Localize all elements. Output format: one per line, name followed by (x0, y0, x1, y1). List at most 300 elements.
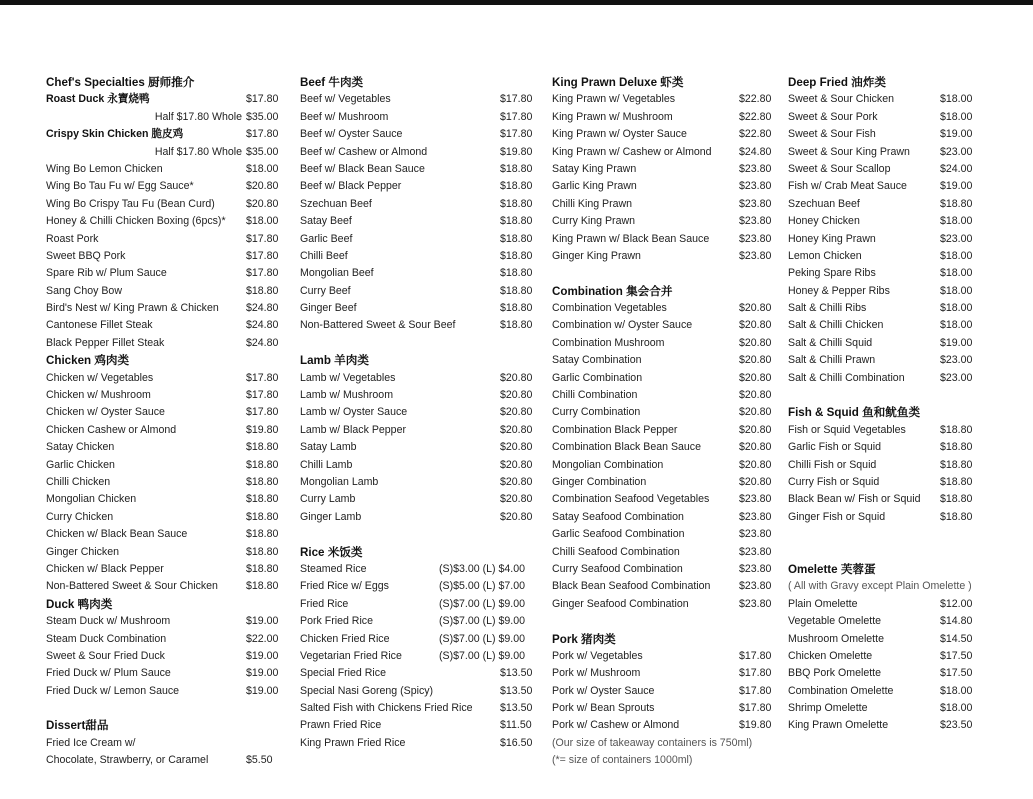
menu-item (552, 109, 782, 126)
menu-item (300, 404, 540, 421)
item-price: $18.80 (940, 197, 973, 210)
item-name: Ginger Combination (552, 475, 647, 488)
menu-item (552, 457, 782, 474)
menu-column-1 (46, 74, 286, 770)
item-name: Crispy Skin Chicken 脆皮鸡 (46, 128, 184, 141)
item-name: Combination w/ Oyster Sauce (552, 319, 693, 332)
menu-item (552, 404, 782, 421)
item-name: King Prawn Fried Rice (300, 736, 406, 749)
item-name: Salted Fish with Chickens Fried Rice (300, 702, 473, 715)
item-name: Salt & Chilli Ribs (788, 302, 867, 315)
item-name: Chilli Fish or Squid (788, 458, 877, 471)
item-name: Satay Lamb (300, 441, 357, 454)
menu-item (788, 196, 988, 213)
section-heading (46, 352, 286, 369)
item-price: $20.80 (500, 510, 533, 523)
item-price: $18.00 (940, 684, 973, 697)
item-name: Sweet BBQ Pork (46, 249, 126, 262)
item-name: Szechuan Beef (300, 197, 372, 210)
item-price: $19.00 (940, 336, 973, 349)
item-name: Sweet & Sour Scallop (788, 162, 891, 175)
item-name: Chicken Cashew or Almond (46, 423, 177, 436)
item-name: Chilli Lamb (300, 458, 353, 471)
item-price: $17.80 (739, 702, 772, 715)
item-name: Fish or Squid Vegetables (788, 423, 906, 436)
menu-item (46, 161, 286, 178)
item-name: King Prawn w/ Vegetables (552, 93, 676, 106)
item-name: Satay King Prawn (552, 162, 637, 175)
menu-item (552, 231, 782, 248)
section-title: King Prawn Deluxe 虾类 (552, 76, 684, 89)
item-name: Plain Omelette (788, 597, 858, 610)
spacer (300, 526, 540, 543)
item-name: Roast Duck 永寶烧鸭 (46, 93, 150, 106)
item-price: $23.00 (940, 232, 973, 245)
item-size-price: (S)$7.00 (L) $9.00 (439, 597, 525, 610)
item-name: Beef w/ Black Pepper (300, 180, 402, 193)
item-size-price: (S)$5.00 (L) $7.00 (439, 580, 525, 593)
menu-item (552, 596, 782, 613)
item-name: Roast Pork (46, 232, 99, 245)
menu-item (46, 196, 286, 213)
item-name: Vegetable Omelette (788, 615, 882, 628)
item-price: $20.80 (739, 423, 772, 436)
spacer (788, 526, 988, 543)
menu-item (788, 352, 988, 369)
item-name: Garlic Fish or Squid (788, 441, 882, 454)
menu-item (552, 161, 782, 178)
item-name: Curry Chicken (46, 510, 114, 523)
menu-item (300, 178, 540, 195)
section-title: Combination 集会合并 (552, 284, 673, 298)
menu-item (788, 457, 988, 474)
item-name: King Prawn Omelette (788, 719, 889, 732)
item-price: $20.80 (500, 441, 533, 454)
item-price: $19.00 (246, 615, 279, 628)
item-price: $18.80 (246, 528, 279, 541)
item-name: Garlic Combination (552, 371, 643, 384)
menu-item (552, 213, 782, 230)
item-name: Szechuan Beef (788, 197, 860, 210)
item-name: Beef w/ Cashew or Almond (300, 145, 428, 158)
item-price: $20.80 (246, 197, 279, 210)
menu-item (46, 317, 286, 334)
item-price: $20.80 (739, 441, 772, 454)
item-price: $24.80 (739, 145, 772, 158)
item-name: Chilli Combination (552, 389, 638, 402)
item-price: $18.00 (940, 93, 973, 106)
spacer (788, 544, 988, 561)
item-price: $18.80 (500, 267, 533, 280)
item-name: Steam Duck w/ Mushroom (46, 615, 171, 628)
item-price: $18.80 (500, 232, 533, 245)
item-name: Beef w/ Black Bean Sauce (300, 162, 425, 175)
item-name: Pork w/ Mushroom (552, 667, 641, 680)
item-name: Half $17.80 Whole (154, 145, 242, 158)
menu-item (552, 196, 782, 213)
menu-item (552, 561, 782, 578)
item-name: Combination Seafood Vegetables (552, 493, 710, 506)
menu-item (300, 248, 540, 265)
menu-item (552, 683, 782, 700)
menu-column-4 (788, 74, 988, 735)
menu-item (300, 717, 540, 734)
item-price: $19.00 (940, 180, 973, 193)
item-name: Sang Choy Bow (46, 284, 122, 297)
item-name: Mongolian Combination (552, 458, 664, 471)
item-price: $17.80 (739, 649, 772, 662)
menu-item (46, 631, 286, 648)
item-price: $18.00 (246, 215, 279, 228)
menu-item (788, 491, 988, 508)
menu-item (300, 596, 540, 613)
item-price: $13.50 (500, 684, 533, 697)
item-price: $23.80 (739, 249, 772, 262)
item-price: $19.00 (246, 684, 279, 697)
item-name: Salt & Chilli Prawn (788, 354, 876, 367)
item-name: Chocolate, Strawberry, or Caramel (46, 754, 209, 767)
item-name: Honey Chicken (788, 215, 860, 228)
item-price: $20.80 (500, 371, 533, 384)
item-price: $20.80 (739, 302, 772, 315)
item-name: King Prawn w/ Mushroom (552, 110, 673, 123)
section-title: Lamb 羊肉类 (300, 354, 369, 368)
item-price: $19.00 (246, 649, 279, 662)
item-name: King Prawn w/ Cashew or Almond (552, 145, 712, 158)
menu-item (552, 439, 782, 456)
item-name: Chilli Chicken (46, 475, 111, 488)
menu-item (552, 665, 782, 682)
spacer (788, 387, 988, 404)
item-name: Peking Spare Ribs (788, 267, 876, 280)
section-title: Dissert甜品 (46, 719, 109, 733)
section-title: Deep Fried 油炸类 (788, 76, 886, 89)
item-name: Chilli Seafood Combination (552, 545, 680, 558)
item-price: $14.50 (940, 632, 973, 645)
item-price: $18.00 (940, 249, 973, 262)
item-price: $22.80 (739, 110, 772, 123)
menu-item (300, 613, 540, 630)
item-name: Satay Seafood Combination (552, 510, 684, 523)
item-price: $23.00 (940, 371, 973, 384)
menu-item (552, 422, 782, 439)
menu-item (552, 126, 782, 143)
item-price: $17.80 (739, 684, 772, 697)
item-name: Lamb w/ Black Pepper (300, 423, 406, 436)
menu-item (300, 700, 540, 717)
menu-item (300, 126, 540, 143)
item-name: Fried Ice Cream w/ (46, 736, 136, 749)
menu-item (46, 509, 286, 526)
item-price: $18.80 (246, 441, 279, 454)
item-name: Combination Omelette (788, 684, 894, 697)
menu-item (788, 474, 988, 491)
item-name: Mongolian Chicken (46, 493, 137, 506)
item-price: $18.80 (940, 510, 973, 523)
menu-item (788, 109, 988, 126)
menu-item (46, 578, 286, 595)
section-title: Rice 米饭类 (300, 545, 363, 559)
spacer (552, 613, 782, 630)
menu-item (300, 265, 540, 282)
item-price: $18.80 (500, 319, 533, 332)
item-price: $18.80 (500, 249, 533, 262)
menu-item (788, 91, 988, 108)
menu-item (788, 648, 988, 665)
section-title: Omelette 芙蓉蛋 (788, 562, 876, 576)
item-price: $17.80 (246, 267, 279, 280)
menu-item (788, 300, 988, 317)
item-name: Chicken w/ Black Pepper (46, 562, 164, 575)
item-name: Beef w/ Vegetables (300, 93, 391, 106)
menu-item (46, 457, 286, 474)
item-price: $13.50 (500, 667, 533, 680)
menu-item (552, 335, 782, 352)
item-price: $23.80 (739, 510, 772, 523)
item-name: Half $17.80 Whole (154, 110, 242, 123)
menu-item (788, 665, 988, 682)
item-name: Ginger Beef (300, 302, 357, 315)
item-price: $35.00 (246, 110, 279, 123)
item-name: Beef w/ Mushroom (300, 110, 389, 123)
item-name: Mushroom Omelette (788, 632, 884, 645)
item-price: $20.80 (739, 475, 772, 488)
item-price: $23.80 (739, 528, 772, 541)
menu-item (46, 544, 286, 561)
menu-item (788, 178, 988, 195)
menu-item (46, 526, 286, 543)
menu-item (788, 161, 988, 178)
section-title: Chef's Specialties 厨师推介 (46, 76, 195, 89)
menu-item (46, 752, 286, 769)
item-name: BBQ Pork Omelette (788, 667, 882, 680)
item-name: Curry Lamb (300, 493, 356, 506)
menu-item (300, 370, 540, 387)
menu-item (46, 144, 286, 161)
menu-item (552, 91, 782, 108)
item-price: $18.80 (246, 510, 279, 523)
menu-item (300, 144, 540, 161)
item-price: $17.80 (246, 389, 279, 402)
item-name: Pork w/ Bean Sprouts (552, 702, 655, 715)
item-name: Prawn Fried Rice (300, 719, 382, 732)
menu-item (552, 509, 782, 526)
item-name: Fish w/ Crab Meat Sauce (788, 180, 907, 193)
item-price: $17.80 (500, 93, 533, 106)
item-size-price: (S)$3.00 (L) $4.00 (439, 562, 525, 575)
menu-item (788, 509, 988, 526)
item-name: Black Bean w/ Fish or Squid (788, 493, 921, 506)
item-price: $17.80 (246, 406, 279, 419)
menu-item (552, 352, 782, 369)
item-name: Chicken Omelette (788, 649, 873, 662)
menu-item (46, 387, 286, 404)
item-price: $18.80 (940, 475, 973, 488)
item-price: $20.80 (500, 493, 533, 506)
item-name: Wing Bo Crispy Tau Fu (Bean Curd) (46, 197, 215, 210)
item-price: $20.80 (739, 389, 772, 402)
menu-item (788, 683, 988, 700)
item-name: Pork w/ Vegetables (552, 649, 643, 662)
item-name: Satay Combination (552, 354, 642, 367)
menu-item (300, 491, 540, 508)
item-name: Combination Black Bean Sauce (552, 441, 701, 454)
item-price: $18.80 (246, 545, 279, 558)
item-name: Ginger Lamb (300, 510, 362, 523)
section-heading (552, 74, 782, 91)
section-heading (788, 74, 988, 91)
item-name: (*= size of containers 1000ml) (552, 754, 693, 767)
item-name: King Prawn w/ Black Bean Sauce (552, 232, 710, 245)
item-price: $18.80 (246, 284, 279, 297)
item-name: Salt & Chilli Squid (788, 336, 873, 349)
item-name: Chicken Fried Rice (300, 632, 390, 645)
menu-item (552, 387, 782, 404)
menu-item (552, 578, 782, 595)
item-name: Black Bean Seafood Combination (552, 580, 711, 593)
item-name: Sweet & Sour Pork (788, 110, 878, 123)
menu-item (46, 126, 286, 143)
item-price: $11.50 (500, 719, 532, 732)
item-price: $18.80 (940, 458, 973, 471)
item-name: Lamb w/ Oyster Sauce (300, 406, 408, 419)
menu-item (46, 248, 286, 265)
menu-item (300, 213, 540, 230)
menu-item (46, 683, 286, 700)
menu-item (300, 683, 540, 700)
section-title: Pork 猪肉类 (552, 632, 616, 646)
item-name: Mongolian Beef (300, 267, 374, 280)
item-price: $18.00 (940, 319, 973, 332)
item-price: $20.80 (739, 458, 772, 471)
menu-item (788, 144, 988, 161)
menu-item (46, 561, 286, 578)
item-price: $17.80 (739, 667, 772, 680)
item-price: $17.80 (246, 128, 279, 141)
menu-item (300, 648, 540, 665)
section-heading (788, 561, 988, 578)
item-name: Non-Battered Sweet & Sour Chicken (46, 580, 218, 593)
item-price: $18.80 (500, 284, 533, 297)
item-price: $17.80 (246, 232, 279, 245)
item-price: $35.00 (246, 145, 279, 158)
item-name: Wing Bo Tau Fu w/ Egg Sauce* (46, 180, 194, 193)
item-name: Non-Battered Sweet & Sour Beef (300, 319, 456, 332)
item-price: $17.80 (246, 371, 279, 384)
menu-item (788, 213, 988, 230)
item-price: $24.80 (246, 319, 279, 332)
item-price: $18.00 (940, 702, 973, 715)
item-price: $20.80 (739, 336, 772, 349)
menu-column-2 (300, 74, 540, 752)
item-name: Honey & Chilli Chicken Boxing (6pcs)* (46, 215, 226, 228)
menu-note (552, 735, 782, 752)
item-name: Honey & Pepper Ribs (788, 284, 890, 297)
item-name: Ginger King Prawn (552, 249, 641, 262)
section-title: Beef 牛肉类 (300, 76, 364, 89)
item-name: Combination Mushroom (552, 336, 665, 349)
item-price: $24.80 (246, 336, 279, 349)
spacer (46, 700, 286, 717)
item-price: $18.80 (246, 580, 279, 593)
item-name: King Prawn w/ Oyster Sauce (552, 128, 687, 141)
item-size-price: (S)$7.00 (L) $9.00 (439, 615, 525, 628)
item-name: Chilli Beef (300, 249, 348, 262)
item-name: Salt & Chilli Combination (788, 371, 905, 384)
menu-item (552, 491, 782, 508)
item-name: Fried Duck w/ Lemon Sauce (46, 684, 180, 697)
menu-item (300, 561, 540, 578)
item-name: Garlic Chicken (46, 458, 115, 471)
item-price: $23.00 (940, 145, 973, 158)
item-name: Ginger Fish or Squid (788, 510, 886, 523)
item-price: $19.80 (500, 145, 533, 158)
item-name: Steam Duck Combination (46, 632, 167, 645)
item-price: $18.00 (940, 215, 973, 228)
item-name: Black Pepper Fillet Steak (46, 336, 165, 349)
item-name: Special Fried Rice (300, 667, 386, 680)
item-name: Satay Chicken (46, 441, 115, 454)
menu-item (552, 370, 782, 387)
menu-item (300, 735, 540, 752)
menu-item (46, 422, 286, 439)
item-price: $23.80 (739, 232, 772, 245)
item-name: Chicken w/ Black Bean Sauce (46, 528, 188, 541)
menu-item (788, 439, 988, 456)
menu-item (788, 613, 988, 630)
menu-item (300, 387, 540, 404)
menu-item (552, 526, 782, 543)
item-name: Salt & Chilli Chicken (788, 319, 884, 332)
item-name: Chilli King Prawn (552, 197, 633, 210)
menu-item (788, 283, 988, 300)
menu-item (300, 509, 540, 526)
item-price: $20.80 (739, 371, 772, 384)
item-name: Special Nasi Goreng (Spicy) (300, 684, 434, 697)
item-price: $20.80 (500, 389, 533, 402)
menu-column-3 (552, 74, 782, 770)
item-name: Pork Fried Rice (300, 615, 373, 628)
item-size-price: (S)$7.00 (L) $9.00 (439, 649, 525, 662)
menu-item (46, 474, 286, 491)
item-price: $20.80 (500, 475, 533, 488)
item-price: $24.00 (940, 162, 973, 175)
item-name: Sweet & Sour King Prawn (788, 145, 910, 158)
item-price: $23.80 (739, 562, 772, 575)
menu-item (300, 457, 540, 474)
menu-item (788, 265, 988, 282)
item-price: $20.80 (500, 458, 533, 471)
item-price: $18.80 (500, 162, 533, 175)
menu-item (788, 335, 988, 352)
item-name: Satay Beef (300, 215, 352, 228)
item-price: $23.80 (739, 197, 772, 210)
menu-item (300, 317, 540, 334)
menu-item (788, 596, 988, 613)
item-name: Curry King Prawn (552, 215, 636, 228)
item-price: $20.80 (739, 354, 772, 367)
item-price: $18.80 (500, 180, 533, 193)
item-name: Fried Rice w/ Eggs (300, 580, 389, 593)
item-price: $18.80 (500, 302, 533, 315)
menu-item (300, 631, 540, 648)
item-price: $13.50 (500, 702, 533, 715)
item-price: $20.80 (739, 406, 772, 419)
section-heading (300, 544, 540, 561)
section-heading (46, 717, 286, 734)
section-title: Duck 鸭肉类 (46, 597, 113, 611)
item-price: $19.80 (246, 423, 279, 436)
